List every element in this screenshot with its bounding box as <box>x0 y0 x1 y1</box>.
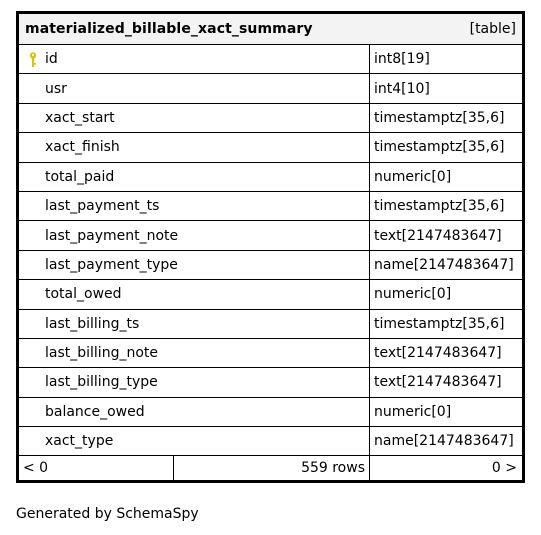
column-name-cell <box>19 163 370 191</box>
column-name-cell <box>19 251 370 279</box>
column-name-cell <box>19 280 370 308</box>
column-type: text[2147483647] <box>374 345 502 362</box>
column-name: last_billing_note <box>45 345 158 362</box>
column-name: last_payment_note <box>45 227 179 244</box>
column-name: xact_finish <box>45 139 120 156</box>
column-name: id <box>45 51 58 68</box>
children-count: 0 > <box>491 460 517 477</box>
column-type: timestamptz[35,6] <box>374 315 505 332</box>
column-name: total_owed <box>45 286 122 303</box>
column-name: total_paid <box>45 168 115 185</box>
column-name-cell <box>19 45 370 73</box>
column-name: xact_type <box>45 433 114 450</box>
column-type: text[2147483647] <box>374 227 502 244</box>
table-name: materialized_billable_xact_summary <box>25 21 313 37</box>
key-icon <box>27 51 39 69</box>
column-name-cell <box>19 133 370 161</box>
column-row <box>19 104 522 133</box>
column-row <box>19 133 522 162</box>
column-type: numeric[0] <box>374 403 452 420</box>
column-name: last_payment_ts <box>45 198 160 215</box>
column-type: name[2147483647] <box>374 256 514 273</box>
column-type: timestamptz[35,6] <box>374 198 505 215</box>
column-row <box>19 339 522 368</box>
column-name-cell <box>19 339 370 367</box>
column-type: timestamptz[35,6] <box>374 139 505 156</box>
generated-by-text: Generated by SchemaSpy <box>16 506 199 522</box>
column-name-cell <box>19 74 370 102</box>
table-footer <box>19 456 522 480</box>
column-name: last_payment_type <box>45 256 178 273</box>
schema-table <box>16 11 525 483</box>
column-row <box>19 368 522 397</box>
column-row <box>19 251 522 280</box>
table-header <box>19 14 522 45</box>
table-kind: [table] <box>469 21 516 37</box>
column-type: numeric[0] <box>374 286 452 303</box>
parents-count: < 0 <box>19 456 174 480</box>
column-name-cell <box>19 398 370 426</box>
column-row <box>19 45 522 74</box>
column-name: usr <box>45 80 67 97</box>
column-name: xact_start <box>45 109 115 126</box>
column-row <box>19 221 522 250</box>
column-type: int4[10] <box>374 80 430 97</box>
column-row <box>19 398 522 427</box>
column-row <box>19 163 522 192</box>
column-name: last_billing_ts <box>45 315 140 332</box>
column-row <box>19 74 522 103</box>
column-row <box>19 192 522 221</box>
column-name: balance_owed <box>45 403 145 420</box>
column-type: int8[19] <box>374 51 430 68</box>
column-name-cell <box>19 104 370 132</box>
column-name-cell <box>19 221 370 249</box>
column-name-cell <box>19 192 370 220</box>
column-name-cell <box>19 368 370 396</box>
column-type: text[2147483647] <box>374 374 502 391</box>
column-list <box>19 45 522 456</box>
column-type: timestamptz[35,6] <box>374 109 505 126</box>
column-type: numeric[0] <box>374 168 452 185</box>
column-name-cell <box>19 310 370 338</box>
column-type: name[2147483647] <box>374 433 514 450</box>
column-name: last_billing_type <box>45 374 158 391</box>
row-count: 559 rows <box>174 456 370 480</box>
column-row <box>19 427 522 456</box>
column-row <box>19 280 522 309</box>
column-row <box>19 310 522 339</box>
column-name-cell <box>19 427 370 455</box>
